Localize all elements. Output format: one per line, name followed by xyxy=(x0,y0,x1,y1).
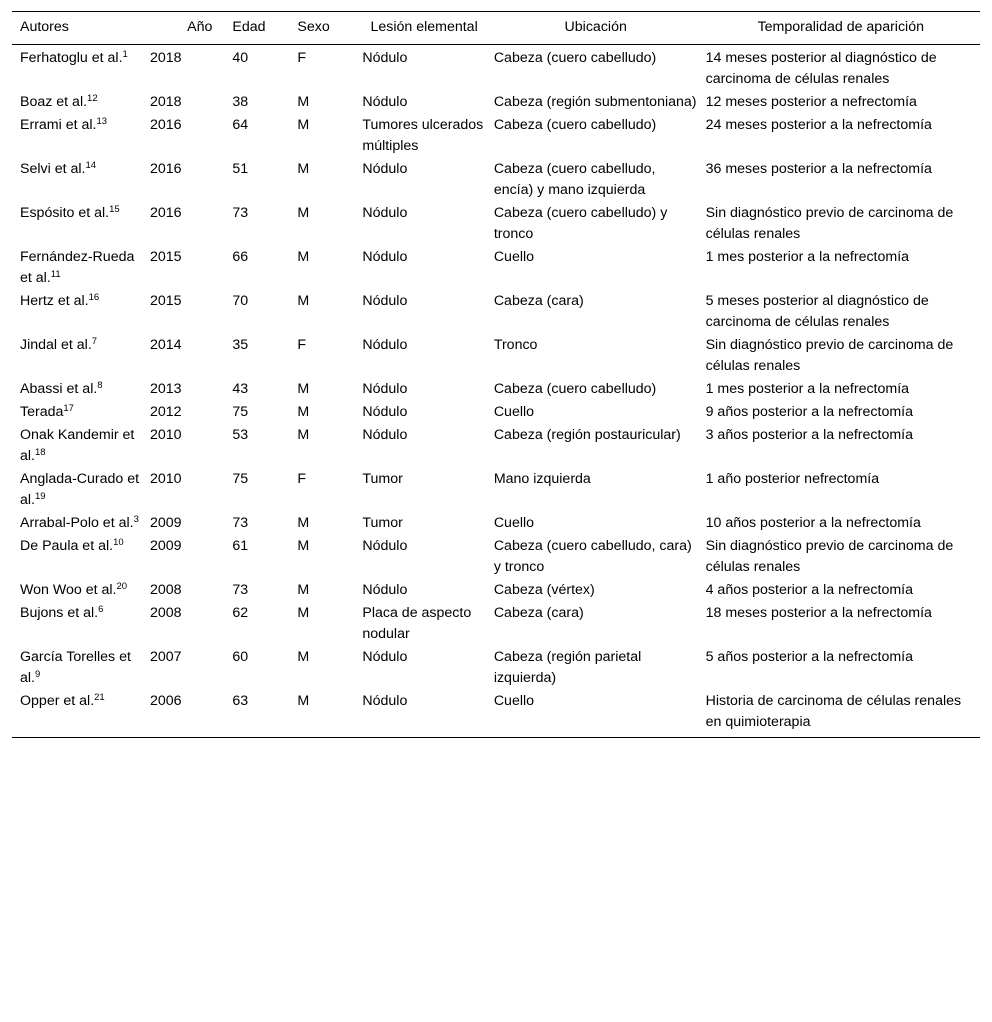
cell-edad xyxy=(228,202,293,246)
cell-autor-text: Terada xyxy=(20,404,64,420)
cell-ano-text: 2013 xyxy=(149,381,182,397)
cell-autor-text: Fernández-Rueda et al. xyxy=(20,249,135,286)
cell-edad xyxy=(228,579,293,602)
cell-temporalidad xyxy=(702,535,980,579)
cell-lesion-text: Nódulo xyxy=(362,161,408,177)
cell-autor xyxy=(12,378,146,401)
cell-ano-text: 2014 xyxy=(149,337,182,353)
cell-ano xyxy=(146,579,228,602)
cell-lesion xyxy=(358,202,489,246)
cell-sexo-text: M xyxy=(297,693,310,709)
cell-autor-text: Selvi et al. xyxy=(20,161,86,177)
table-row xyxy=(12,468,980,512)
cell-ano-text: 2006 xyxy=(149,693,182,709)
reference-number: 14 xyxy=(85,160,97,171)
cell-sexo-text: M xyxy=(297,94,310,110)
cell-temporalidad-text: Sin diagnóstico previo de carcinoma de células renales xyxy=(705,337,954,374)
cell-ano xyxy=(146,334,228,378)
cell-edad-text: 66 xyxy=(232,249,249,265)
cell-ano-text: 2010 xyxy=(149,427,182,443)
cell-edad xyxy=(228,114,293,158)
cell-lesion xyxy=(358,378,489,401)
cell-ubicacion-text: Cabeza (región submentoniana) xyxy=(493,94,697,110)
cell-temporalidad-text: 5 años posterior a la nefrectomía xyxy=(705,649,914,665)
cell-autor-text: Won Woo et al. xyxy=(20,582,117,598)
cell-edad xyxy=(228,646,293,690)
cell-temporalidad-text: 1 mes posterior a la nefrectomía xyxy=(705,381,910,397)
cell-ubicacion xyxy=(490,158,702,202)
cell-lesion xyxy=(358,424,489,468)
cell-lesion xyxy=(358,579,489,602)
cell-edad-text: 75 xyxy=(232,404,249,420)
cell-lesion xyxy=(358,158,489,202)
cell-lesion-text: Nódulo xyxy=(362,293,408,309)
cell-ubicacion xyxy=(490,579,702,602)
cell-ubicacion-text: Cuello xyxy=(493,249,535,265)
cell-temporalidad-text: 4 años posterior a la nefrectomía xyxy=(705,582,914,598)
cell-temporalidad-text: 1 año posterior nefrectomía xyxy=(705,471,880,487)
cell-sexo xyxy=(293,424,358,468)
cell-lesion xyxy=(358,401,489,424)
cell-sexo xyxy=(293,512,358,535)
cell-lesion-text: Nódulo xyxy=(362,693,408,709)
cell-autor-text: Opper et al. xyxy=(20,693,95,709)
cell-temporalidad xyxy=(702,45,980,92)
cell-ubicacion xyxy=(490,690,702,738)
cell-edad-text: 43 xyxy=(232,381,249,397)
cell-edad xyxy=(228,690,293,738)
cell-autor-text: Jindal et al. xyxy=(20,337,92,353)
cell-edad xyxy=(228,158,293,202)
table-row xyxy=(12,602,980,646)
cell-autor xyxy=(12,535,146,579)
cell-autor xyxy=(12,246,146,290)
cell-ano-text: 2007 xyxy=(149,649,182,665)
table-row xyxy=(12,424,980,468)
cell-autor xyxy=(12,401,146,424)
cell-sexo-text: M xyxy=(297,538,310,554)
cell-temporalidad-text: 5 meses posterior al diagnóstico de carcinoma de células renales xyxy=(705,293,929,330)
cell-autor xyxy=(12,602,146,646)
header-ano: Año xyxy=(146,12,228,45)
table-row xyxy=(12,91,980,114)
cell-autor-text: García Torelles et al. xyxy=(20,649,131,686)
header-sexo: Sexo xyxy=(293,12,358,45)
cell-autor-text: Boaz et al. xyxy=(20,94,88,110)
cell-autor xyxy=(12,290,146,334)
cell-autor-text: De Paula et al. xyxy=(20,538,114,554)
cell-ano xyxy=(146,535,228,579)
cell-temporalidad xyxy=(702,690,980,738)
cell-ano xyxy=(146,602,228,646)
cell-lesion xyxy=(358,512,489,535)
cell-edad-text: 63 xyxy=(232,693,249,709)
cell-lesion-text: Nódulo xyxy=(362,427,408,443)
cell-temporalidad xyxy=(702,334,980,378)
cell-ubicacion-text: Cabeza (cuero cabelludo) y tronco xyxy=(493,205,668,242)
cell-sexo xyxy=(293,158,358,202)
cell-lesion-text: Nódulo xyxy=(362,249,408,265)
cell-lesion xyxy=(358,646,489,690)
cell-sexo xyxy=(293,401,358,424)
reference-number: 8 xyxy=(97,380,103,391)
reference-number: 13 xyxy=(96,116,108,127)
cell-sexo xyxy=(293,535,358,579)
cell-ano-text: 2010 xyxy=(149,471,182,487)
cell-edad-text: 35 xyxy=(232,337,249,353)
cell-lesion-text: Nódulo xyxy=(362,404,408,420)
cell-temporalidad xyxy=(702,401,980,424)
cell-sexo xyxy=(293,690,358,738)
cell-edad xyxy=(228,468,293,512)
cell-ubicacion-text: Cabeza (cuero cabelludo) xyxy=(493,117,657,133)
cell-autor xyxy=(12,424,146,468)
cell-ubicacion-text: Cabeza (cara) xyxy=(493,293,584,309)
cell-edad-text: 73 xyxy=(232,205,249,221)
cell-sexo xyxy=(293,646,358,690)
cell-ano xyxy=(146,290,228,334)
cell-temporalidad-text: 10 años posterior a la nefrectomía xyxy=(705,515,921,531)
cell-ano-text: 2012 xyxy=(149,404,182,420)
cell-autor xyxy=(12,91,146,114)
cell-lesion-text: Nódulo xyxy=(362,337,408,353)
cell-ubicacion-text: Tronco xyxy=(493,337,538,353)
cell-autor xyxy=(12,114,146,158)
cell-lesion-text: Nódulo xyxy=(362,94,408,110)
cell-edad xyxy=(228,401,293,424)
cell-ano xyxy=(146,646,228,690)
cell-autor-text: Onak Kandemir et al. xyxy=(20,427,135,464)
cell-autor xyxy=(12,690,146,738)
cell-lesion-text: Nódulo xyxy=(362,381,408,397)
cell-sexo-text: M xyxy=(297,293,310,309)
cell-sexo-text: M xyxy=(297,649,310,665)
cell-ano xyxy=(146,468,228,512)
cell-autor xyxy=(12,45,146,92)
cell-autor-text: Bujons et al. xyxy=(20,605,99,621)
cell-temporalidad xyxy=(702,290,980,334)
cell-sexo xyxy=(293,45,358,92)
cell-ubicacion xyxy=(490,468,702,512)
cell-lesion xyxy=(358,602,489,646)
cell-temporalidad-text: 18 meses posterior a la nefrectomía xyxy=(705,605,932,621)
cell-ano-text: 2009 xyxy=(149,538,182,554)
cell-ano-text: 2009 xyxy=(149,515,182,531)
cell-ano-text: 2008 xyxy=(149,582,182,598)
cell-temporalidad-text: Sin diagnóstico previo de carcinoma de células renales xyxy=(705,205,954,242)
table-row xyxy=(12,690,980,738)
cell-sexo-text: M xyxy=(297,427,310,443)
cell-sexo-text: M xyxy=(297,605,310,621)
cell-ubicacion xyxy=(490,290,702,334)
cell-sexo xyxy=(293,202,358,246)
table-row xyxy=(12,45,980,92)
cell-ano xyxy=(146,401,228,424)
cell-ubicacion-text: Cuello xyxy=(493,515,535,531)
cell-autor xyxy=(12,468,146,512)
cell-autor-text: Arrabal-Polo et al. xyxy=(20,515,134,531)
cell-temporalidad xyxy=(702,246,980,290)
cell-edad-text: 62 xyxy=(232,605,249,621)
reference-number: 18 xyxy=(34,447,46,458)
cell-ano xyxy=(146,202,228,246)
table-row xyxy=(12,512,980,535)
header-lesion: Lesión elemental xyxy=(358,12,489,45)
cell-temporalidad-text: 14 meses posterior al diagnóstico de carcinoma de células renales xyxy=(705,50,937,87)
cell-temporalidad-text: 3 años posterior a la nefrectomía xyxy=(705,427,914,443)
cell-edad-text: 40 xyxy=(232,50,249,66)
cell-lesion xyxy=(358,114,489,158)
cell-ano xyxy=(146,512,228,535)
cell-temporalidad-text: 9 años posterior a la nefrectomía xyxy=(705,404,914,420)
cell-sexo xyxy=(293,579,358,602)
header-edad: Edad xyxy=(228,12,293,45)
cell-sexo-text: M xyxy=(297,205,310,221)
table-row xyxy=(12,401,980,424)
cell-autor xyxy=(12,202,146,246)
cell-sexo-text: M xyxy=(297,249,310,265)
cell-edad-text: 38 xyxy=(232,94,249,110)
cell-ubicacion xyxy=(490,114,702,158)
cell-lesion-text: Placa de aspecto nodular xyxy=(362,605,472,642)
reference-number: 15 xyxy=(109,204,120,215)
cell-ubicacion-text: Cabeza (cuero cabelludo) xyxy=(493,381,657,397)
cell-ubicacion-text: Cabeza (región postauricular) xyxy=(493,427,681,443)
cell-ubicacion-text: Cuello xyxy=(493,693,535,709)
cell-temporalidad xyxy=(702,158,980,202)
cell-temporalidad-text: 24 meses posterior a la nefrectomía xyxy=(705,117,932,133)
cell-lesion xyxy=(358,45,489,92)
cell-temporalidad xyxy=(702,646,980,690)
cell-temporalidad xyxy=(702,468,980,512)
cell-temporalidad xyxy=(702,114,980,158)
cell-ubicacion xyxy=(490,424,702,468)
cell-lesion-text: Tumores ulcerados múltiples xyxy=(362,117,484,154)
cell-sexo-text: M xyxy=(297,117,310,133)
cell-sexo-text: M xyxy=(297,161,310,177)
cell-ano-text: 2016 xyxy=(149,161,182,177)
cell-sexo xyxy=(293,246,358,290)
cell-ano xyxy=(146,91,228,114)
cell-temporalidad xyxy=(702,579,980,602)
cell-lesion-text: Tumor xyxy=(362,471,403,487)
cell-lesion xyxy=(358,91,489,114)
cell-edad-text: 70 xyxy=(232,293,249,309)
cell-lesion-text: Nódulo xyxy=(362,50,408,66)
header-autores: Autores xyxy=(12,12,146,45)
cell-lesion xyxy=(358,246,489,290)
reference-number: 7 xyxy=(91,336,98,347)
cell-ano xyxy=(146,114,228,158)
cell-autor-text: Espósito et al. xyxy=(20,205,110,221)
cell-ubicacion xyxy=(490,202,702,246)
cases-table xyxy=(12,11,980,738)
reference-number: 20 xyxy=(116,581,128,592)
cell-ubicacion-text: Cabeza (cuero cabelludo, cara) y tronco xyxy=(493,538,692,575)
cell-temporalidad-text: Historia de carcinoma de células renales en quimioterapia xyxy=(705,693,962,730)
cell-lesion xyxy=(358,290,489,334)
cell-autor xyxy=(12,334,146,378)
cell-autor xyxy=(12,158,146,202)
cell-ano-text: 2015 xyxy=(149,249,182,265)
cell-sexo xyxy=(293,378,358,401)
reference-number: 6 xyxy=(98,604,104,615)
cell-lesion-text: Tumor xyxy=(362,515,403,531)
cell-edad-text: 73 xyxy=(232,582,249,598)
cell-sexo xyxy=(293,290,358,334)
cell-ubicacion-text: Cabeza (región parietal izquierda) xyxy=(493,649,642,686)
cell-edad-text: 73 xyxy=(232,515,249,531)
cell-ubicacion xyxy=(490,401,702,424)
cell-ano-text: 2016 xyxy=(149,205,182,221)
cell-autor-text: Abassi et al. xyxy=(20,381,98,397)
cell-temporalidad xyxy=(702,424,980,468)
cell-sexo-text: M xyxy=(297,582,310,598)
cell-lesion-text: Nódulo xyxy=(362,538,408,554)
cell-edad xyxy=(228,378,293,401)
cell-autor-text: Errami et al. xyxy=(20,117,97,133)
cell-ubicacion-text: Cabeza (vértex) xyxy=(493,582,595,598)
cell-temporalidad-text: 36 meses posterior a la nefrectomía xyxy=(705,161,932,177)
table-body xyxy=(12,45,980,738)
cell-ubicacion-text: Cuello xyxy=(493,404,535,420)
cell-ano-text: 2016 xyxy=(149,117,182,133)
cell-ubicacion-text: Mano izquierda xyxy=(493,471,591,487)
cell-sexo xyxy=(293,114,358,158)
cell-edad-text: 61 xyxy=(232,538,249,554)
cell-edad-text: 51 xyxy=(232,161,249,177)
cell-ubicacion xyxy=(490,334,702,378)
cell-ubicacion xyxy=(490,646,702,690)
cell-edad xyxy=(228,45,293,92)
cell-ubicacion xyxy=(490,535,702,579)
cell-edad-text: 75 xyxy=(232,471,249,487)
cell-ubicacion-text: Cabeza (cuero cabelludo) xyxy=(493,50,657,66)
reference-number: 1 xyxy=(122,49,128,60)
cell-ubicacion xyxy=(490,246,702,290)
cell-ano xyxy=(146,246,228,290)
cell-temporalidad xyxy=(702,602,980,646)
reference-number: 3 xyxy=(133,514,139,525)
cell-temporalidad-text: Sin diagnóstico previo de carcinoma de células renales xyxy=(705,538,954,575)
cell-autor xyxy=(12,579,146,602)
cell-edad-text: 64 xyxy=(232,117,249,133)
cell-temporalidad xyxy=(702,91,980,114)
cell-ubicacion xyxy=(490,45,702,92)
table-header-row xyxy=(12,12,980,45)
cell-edad xyxy=(228,424,293,468)
reference-number: 16 xyxy=(88,292,100,303)
reference-number: 12 xyxy=(87,93,98,104)
cell-edad xyxy=(228,290,293,334)
cell-temporalidad xyxy=(702,378,980,401)
cell-edad-text: 60 xyxy=(232,649,249,665)
cell-lesion xyxy=(358,535,489,579)
cell-ano xyxy=(146,45,228,92)
header-ubicacion: Ubicación xyxy=(490,12,702,45)
cell-ubicacion xyxy=(490,91,702,114)
table-row xyxy=(12,202,980,246)
table-row xyxy=(12,334,980,378)
cell-autor xyxy=(12,646,146,690)
cell-temporalidad-text: 1 mes posterior a la nefrectomía xyxy=(705,249,910,265)
reference-number: 9 xyxy=(34,669,41,680)
cell-autor-text: Anglada-Curado et al. xyxy=(20,471,140,508)
cell-autor xyxy=(12,512,146,535)
cell-lesion xyxy=(358,334,489,378)
cell-ano xyxy=(146,158,228,202)
cell-autor-text: Ferhatoglu et al. xyxy=(20,50,123,66)
cell-edad-text: 53 xyxy=(232,427,249,443)
cell-ubicacion-text: Cabeza (cara) xyxy=(493,605,584,621)
cell-ubicacion xyxy=(490,378,702,401)
cell-lesion-text: Nódulo xyxy=(362,649,408,665)
table-row xyxy=(12,535,980,579)
cell-lesion xyxy=(358,468,489,512)
cell-ano xyxy=(146,690,228,738)
cell-ano-text: 2018 xyxy=(149,50,182,66)
cell-lesion xyxy=(358,690,489,738)
table-row xyxy=(12,114,980,158)
cell-sexo-text: F xyxy=(297,471,307,487)
reference-number: 19 xyxy=(34,491,46,502)
cell-sexo xyxy=(293,602,358,646)
cell-sexo-text: F xyxy=(297,50,307,66)
cell-ubicacion-text: Cabeza (cuero cabelludo, encía) y mano izquierda xyxy=(493,161,656,198)
cell-ano xyxy=(146,378,228,401)
table-row xyxy=(12,579,980,602)
cell-edad xyxy=(228,602,293,646)
cell-sexo xyxy=(293,334,358,378)
cell-sexo-text: F xyxy=(297,337,307,353)
cell-temporalidad xyxy=(702,202,980,246)
table-row xyxy=(12,290,980,334)
cell-ano-text: 2018 xyxy=(149,94,182,110)
reference-number: 17 xyxy=(63,403,74,414)
cell-sexo xyxy=(293,91,358,114)
cell-temporalidad-text: 12 meses posterior a nefrectomía xyxy=(705,94,917,110)
header-temporalidad: Temporalidad de aparición xyxy=(702,12,980,45)
cell-lesion-text: Nódulo xyxy=(362,582,408,598)
table-row xyxy=(12,646,980,690)
table-row xyxy=(12,246,980,290)
cell-ano-text: 2008 xyxy=(149,605,182,621)
reference-number: 10 xyxy=(113,537,124,548)
cell-autor-text: Hertz et al. xyxy=(20,293,89,309)
cell-sexo-text: M xyxy=(297,515,310,531)
cell-temporalidad xyxy=(702,512,980,535)
cell-edad xyxy=(228,512,293,535)
reference-number: 11 xyxy=(50,269,61,280)
cell-edad xyxy=(228,246,293,290)
cell-edad xyxy=(228,91,293,114)
cell-sexo-text: M xyxy=(297,404,310,420)
cell-ano xyxy=(146,424,228,468)
cell-sexo xyxy=(293,468,358,512)
cell-sexo-text: M xyxy=(297,381,310,397)
cell-edad xyxy=(228,334,293,378)
table-row xyxy=(12,378,980,401)
table-row xyxy=(12,158,980,202)
cell-edad xyxy=(228,535,293,579)
cell-ano-text: 2015 xyxy=(149,293,182,309)
reference-number: 21 xyxy=(94,692,105,703)
cell-lesion-text: Nódulo xyxy=(362,205,408,221)
cell-ubicacion xyxy=(490,602,702,646)
cell-ubicacion xyxy=(490,512,702,535)
